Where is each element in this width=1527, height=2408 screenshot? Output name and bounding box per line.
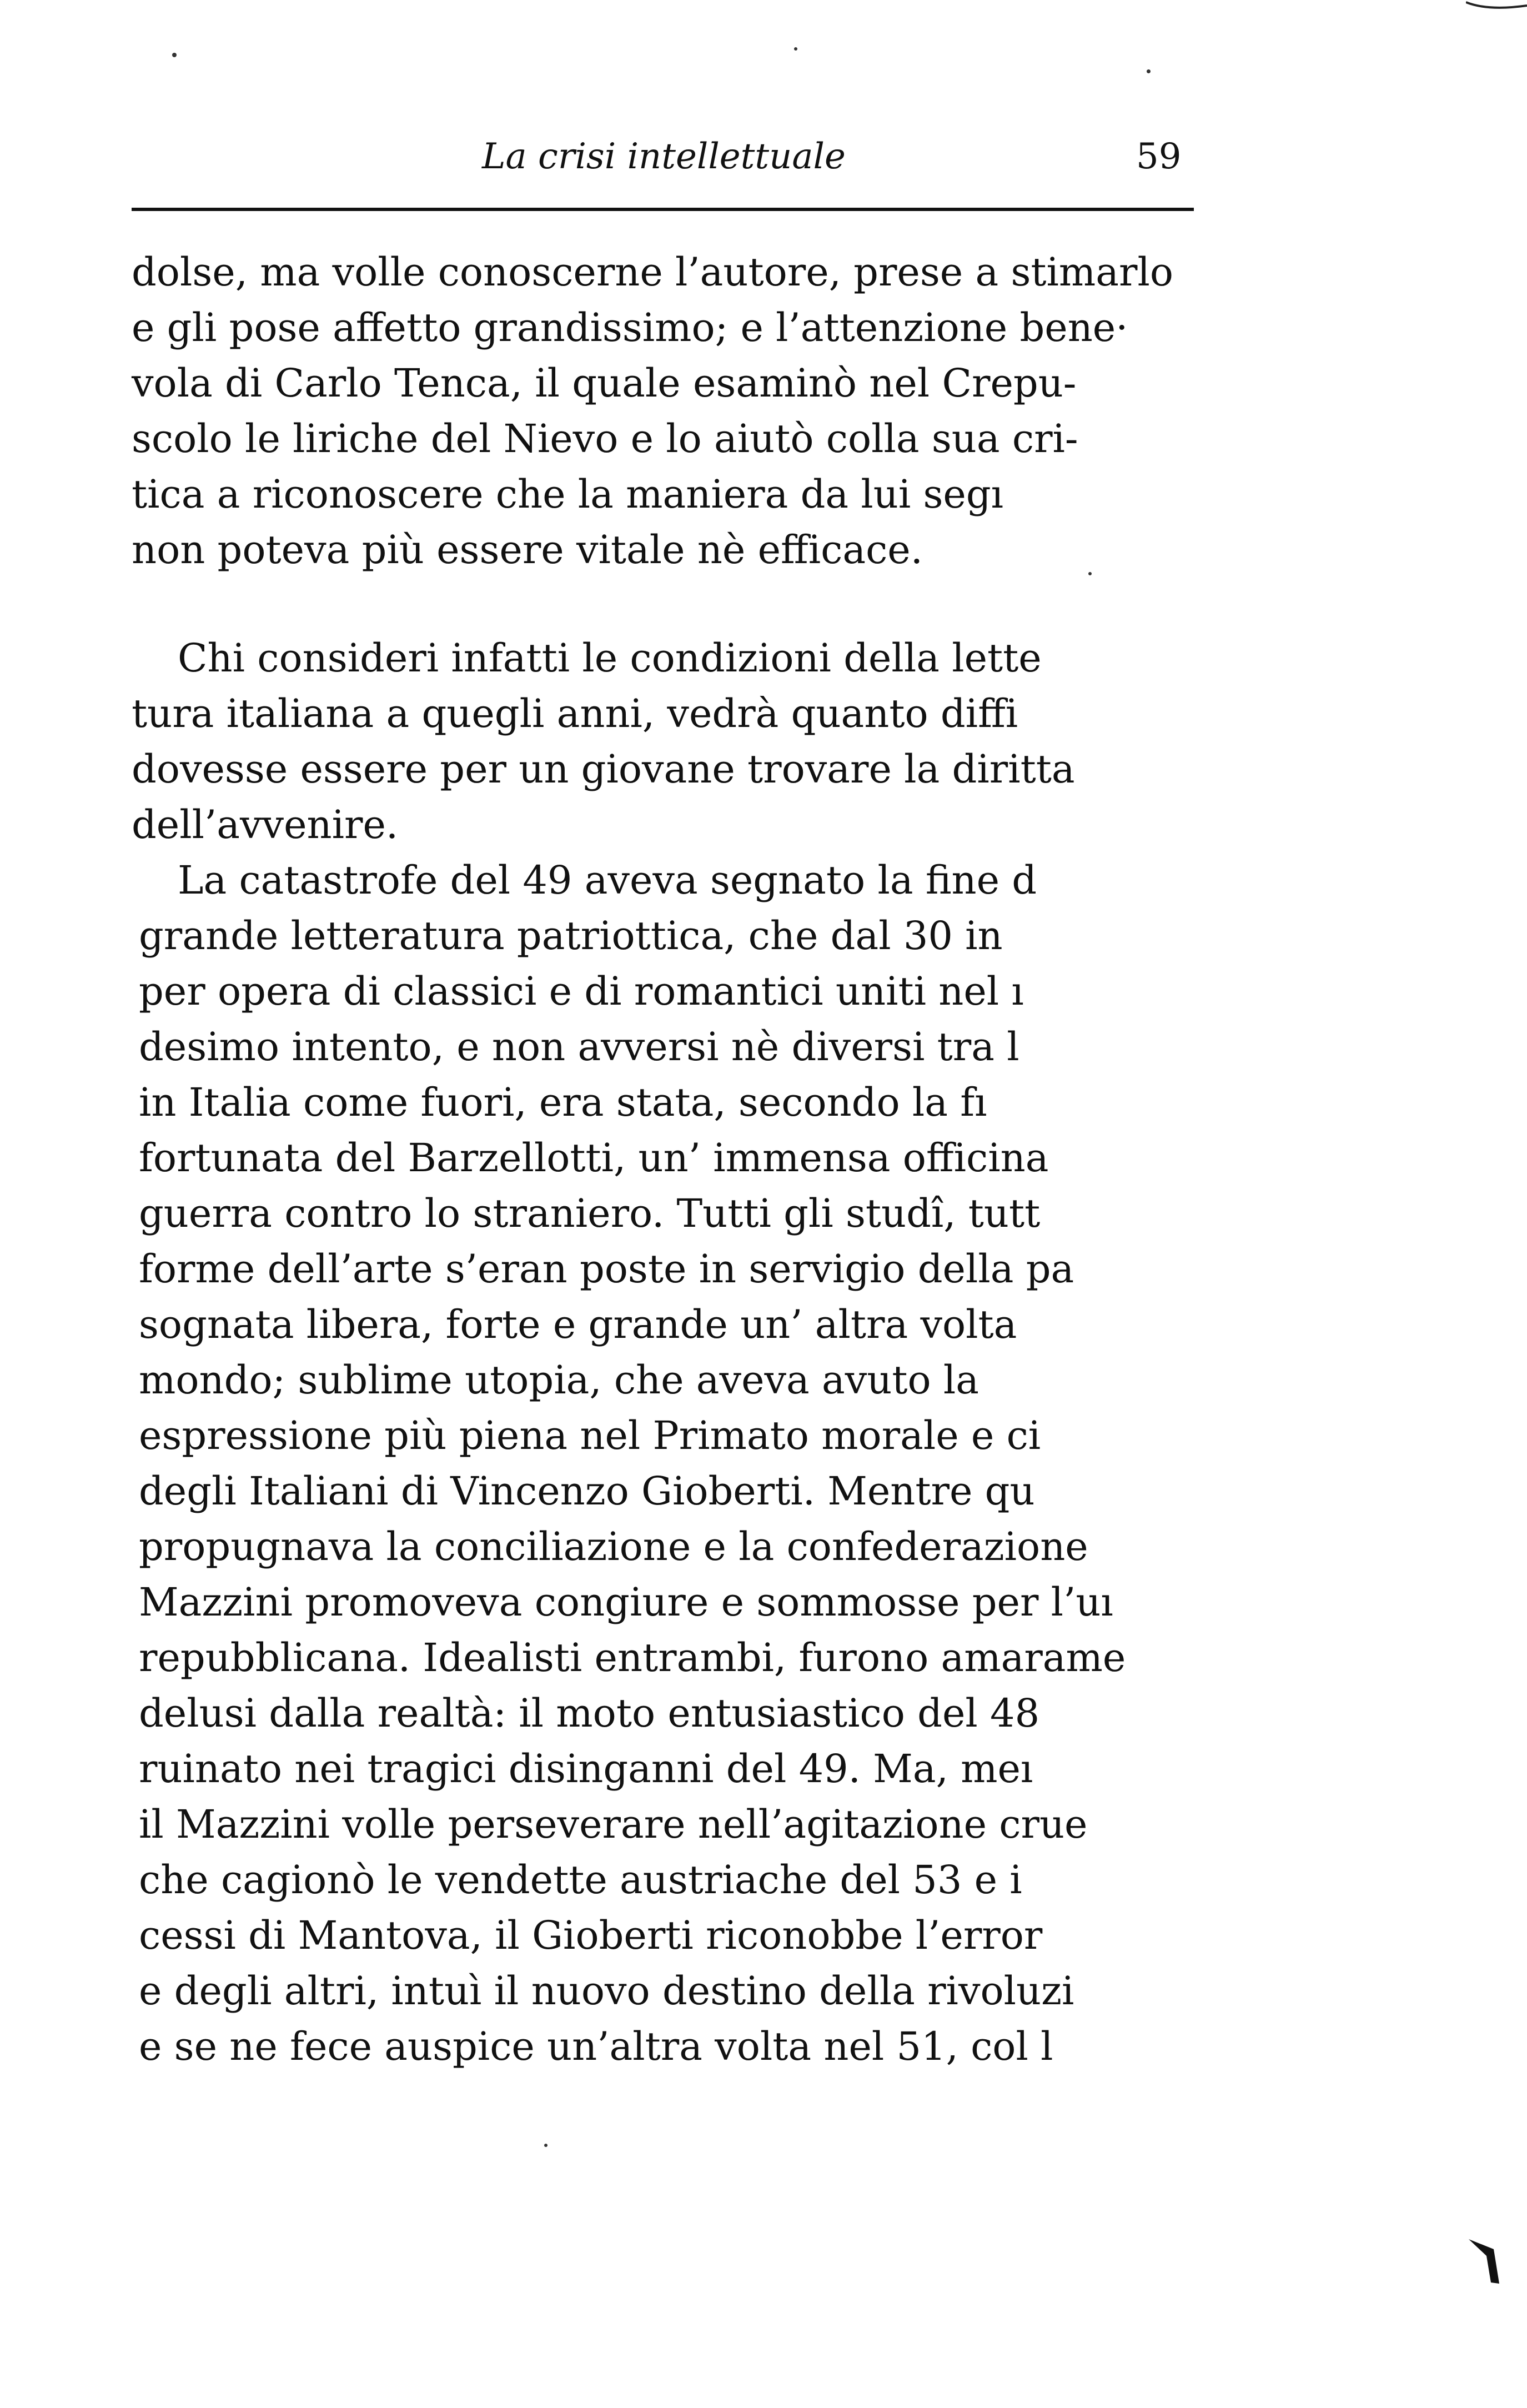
text-line: il Mazzini volle perseverare nell’agitazione crue: [139, 1802, 1088, 1847]
text-line: e degli altri, intuì il nuovo destino della rivoluzi: [139, 1968, 1074, 2014]
text-line: espressione più piena nel Primato morale e ci: [139, 1413, 1041, 1458]
text-line: dolse, ma volle conoscerne l’autore, prese a stimarlo: [132, 249, 1173, 295]
text-line: per opera di classici e di romantici uniti nel ı: [139, 969, 1024, 1014]
text-line: scolo le liriche del Nievo e lo aiutò colla sua cri-: [132, 416, 1078, 461]
text-line: in Italia come fuori, era stata, secondo la fı: [139, 1080, 987, 1125]
text-line: degli Italiani di Vincenzo Gioberti. Mentre qu: [139, 1468, 1035, 1514]
text-line: desimo intento, e non avversi nè diversi tra l: [139, 1024, 1019, 1070]
scan-speck: [1088, 572, 1092, 575]
text-line: cessi di Mantova, il Gioberti riconobbe l’error: [139, 1913, 1043, 1958]
text-line: sognata libera, forte e grande un’ altra volta: [139, 1302, 1017, 1347]
text-line: forme dell’arte s’eran poste in servigio della pa: [139, 1246, 1074, 1292]
page-number: 59: [1136, 136, 1182, 177]
text-line: propugnava la conciliazione e la confederazione: [139, 1524, 1088, 1569]
text-line: e gli pose affetto grandissimo; e l’attenzione bene·: [132, 305, 1128, 350]
text-line: e se ne fece auspice un’altra volta nel 51, col l: [139, 2024, 1053, 2069]
text-line: vola di Carlo Tenca, il quale esaminò nel Crepu-: [132, 360, 1077, 406]
text-line: tura italiana a quegli anni, vedrà quanto diffi: [132, 691, 1018, 736]
text-line: ruinato nei tragici disinganni del 49. Ma, meı: [139, 1746, 1033, 1792]
text-line: fortunata del Barzellotti, un’ immensa officina: [139, 1135, 1049, 1181]
text-line: La catastrofe del 49 aveva segnato la fine d: [178, 857, 1037, 903]
text-line: repubblicana. Idealisti entrambi, furono amarame: [139, 1635, 1126, 1680]
scan-edge-mark: [1466, 0, 1527, 22]
header-rule: [132, 208, 1194, 211]
text-line: Mazzini promoveva congiure e sommosse per l’uı: [139, 1579, 1113, 1625]
text-line: guerra contro lo straniero. Tutti gli studî, tutt: [139, 1191, 1041, 1236]
text-line: tica a riconoscere che la maniera da lui segı: [132, 471, 1004, 517]
text-line: dovesse essere per un giovane trovare la diritta: [132, 746, 1075, 792]
scan-speck: [1147, 69, 1151, 73]
scan-corner-mark: [1469, 2239, 1502, 2284]
text-line: delusi dalla realtà: il moto entusiastico del 48: [139, 1690, 1040, 1736]
running-header-title: La crisi intellettuale: [482, 136, 846, 177]
scan-speck: [544, 2144, 547, 2147]
scan-speck: [794, 47, 797, 51]
text-line: Chi consideri infatti le condizioni della lette: [178, 635, 1042, 681]
text-line: che cagionò le vendette austriache del 53 e i: [139, 1857, 1022, 1903]
text-line: dell’avvenire.: [132, 802, 399, 847]
text-line: grande letteratura patriottica, che dal 30 in: [139, 913, 1003, 959]
text-line: mondo; sublime utopia, che aveva avuto la: [139, 1357, 980, 1403]
text-line: non poteva più essere vitale nè efficace.: [132, 527, 923, 573]
scan-speck: [172, 53, 177, 57]
